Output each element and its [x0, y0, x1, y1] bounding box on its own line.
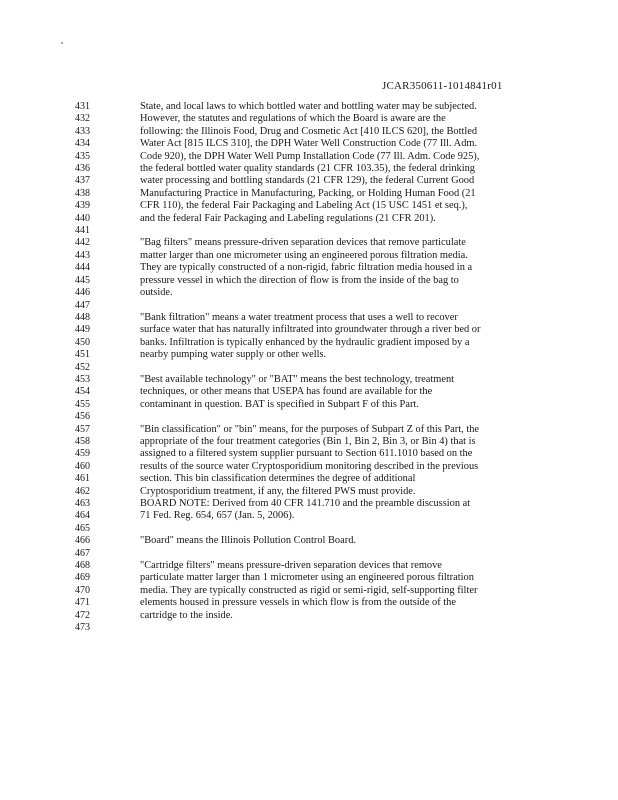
document-line	[0, 312, 618, 324]
line-number: 472	[75, 609, 90, 621]
line-number: 471	[75, 597, 90, 609]
line-number: 447	[75, 299, 90, 311]
line-number: 443	[75, 249, 90, 261]
line-text: banks. Infiltration is typically enhanced by the hydraulic gradient imposed by a	[140, 336, 470, 348]
line-text: particulate matter larger than 1 micrometer using an engineered porous filtration	[140, 572, 474, 584]
line-number: 435	[75, 150, 90, 162]
line-number: 467	[75, 547, 90, 559]
document-line	[0, 486, 618, 498]
document-line	[0, 498, 618, 510]
line-number: 438	[75, 187, 90, 199]
line-text: water processing and bottling standards (21 CFR 129), the federal Current Good	[140, 175, 475, 187]
document-line	[0, 200, 618, 212]
document-line	[0, 287, 618, 299]
line-text: nearby pumping water supply or other wells.	[140, 349, 327, 361]
line-text: media. They are typically constructed as rigid or semi-rigid, self-supporting filter	[140, 584, 478, 596]
line-text: Code 920), the DPH Water Well Pump Installation Code (77 Ill. Adm. Code 925),	[140, 150, 480, 162]
document-line	[0, 622, 618, 634]
document-line	[0, 101, 618, 113]
line-number: 434	[75, 138, 90, 150]
document-line	[0, 585, 618, 597]
line-text: "Bag filters" means pressure-driven separation devices that remove particulate	[140, 237, 466, 249]
document-line	[0, 510, 618, 522]
document-line	[0, 213, 618, 225]
document-line	[0, 424, 618, 436]
line-text: appropriate of the four treatment categories (Bin 1, Bin 2, Bin 3, or Bin 4) that is	[140, 435, 476, 447]
line-text: and the federal Fair Packaging and Labeling regulations (21 CFR 201).	[140, 212, 436, 224]
line-text: contaminant in question. BAT is specified in Subpart F of this Part.	[140, 398, 419, 410]
document-line	[0, 138, 618, 150]
document-line	[0, 262, 618, 274]
line-number: 458	[75, 435, 90, 447]
line-text: following: the Illinois Food, Drug and Cosmetic Act [410 ILCS 620], the Bottled	[140, 125, 478, 137]
document-line	[0, 548, 618, 560]
document-line	[0, 610, 618, 622]
line-number: 440	[75, 212, 90, 224]
line-text: techniques, or other means that USEPA has found are available for the	[140, 386, 433, 398]
line-number: 456	[75, 411, 90, 423]
line-number: 433	[75, 125, 90, 137]
document-line	[0, 250, 618, 262]
line-text: Water Act [815 ILCS 310], the DPH Water Well Construction Code (77 Ill. Adm.	[140, 138, 478, 150]
line-text: section. This bin classification determines the degree of additional	[140, 473, 416, 485]
document-line	[0, 126, 618, 138]
document-line	[0, 448, 618, 460]
line-text: Manufacturing Practice in Manufacturing, Packing, or Holding Human Food (21	[140, 187, 476, 199]
document-line	[0, 225, 618, 237]
line-text: Cryptosporidium treatment, if any, the filtered PWS must provide.	[140, 485, 416, 497]
line-text: "Cartridge filters" means pressure-driven separation devices that remove	[140, 560, 442, 572]
line-number: 464	[75, 510, 90, 522]
line-text: However, the statutes and regulations of which the Board is aware are the	[140, 113, 446, 125]
line-number: 470	[75, 584, 90, 596]
line-text: cartridge to the inside.	[140, 609, 233, 621]
line-number: 432	[75, 113, 90, 125]
line-number: 431	[75, 101, 90, 112]
line-number: 445	[75, 274, 90, 286]
document-body	[0, 101, 618, 634]
line-number: 451	[75, 349, 90, 361]
line-text: BOARD NOTE: Derived from 40 CFR 141.710 and the preamble discussion at	[140, 498, 471, 509]
document-line	[0, 349, 618, 361]
line-number: 460	[75, 460, 90, 472]
scan-speck	[61, 42, 63, 44]
line-number: 444	[75, 262, 90, 274]
line-text: "Board" means the Illinois Pollution Control Board.	[140, 535, 356, 547]
line-number: 436	[75, 163, 90, 175]
line-number: 446	[75, 287, 90, 299]
line-number: 441	[75, 225, 90, 237]
line-text: assigned to a filtered system supplier pursuant to Section 611.1010 based on the	[140, 448, 473, 460]
line-text: pressure vessel in which the direction of flow is from the inside of the bag to	[140, 274, 459, 286]
line-number: 461	[75, 473, 90, 485]
line-text: results of the source water Cryptosporidium monitoring described in the previous	[140, 460, 479, 472]
document-line	[0, 362, 618, 374]
document-line	[0, 275, 618, 287]
line-number: 452	[75, 361, 90, 373]
line-text: "Bin classification" or "bin" means, for the purposes of Subpart Z of this Part, the	[140, 423, 480, 435]
document-line	[0, 175, 618, 187]
document-line	[0, 399, 618, 411]
line-number: 448	[75, 311, 90, 323]
line-text: surface water that has naturally infiltrated into groundwater through a river bed or	[140, 324, 481, 336]
line-text: matter larger than one micrometer using an engineered porous filtration media.	[140, 249, 468, 261]
line-number: 455	[75, 398, 90, 410]
line-number: 437	[75, 175, 90, 187]
document-line	[0, 188, 618, 200]
document-line	[0, 572, 618, 584]
document-line	[0, 411, 618, 423]
line-text: the federal bottled water quality standards (21 CFR 103.35), the federal drinking	[140, 163, 476, 175]
document-line	[0, 237, 618, 249]
document-line	[0, 597, 618, 609]
document-line	[0, 523, 618, 535]
line-text: CFR 110), the federal Fair Packaging and Labeling Act (15 USC 1451 et seq.),	[140, 200, 468, 212]
line-number: 473	[75, 622, 90, 634]
line-number: 462	[75, 485, 90, 497]
document-line	[0, 436, 618, 448]
document-line	[0, 300, 618, 312]
line-number: 442	[75, 237, 90, 249]
line-text: State, and local laws to which bottled water and bottling water may be subjected.	[140, 101, 477, 112]
line-number: 449	[75, 324, 90, 336]
line-number: 450	[75, 336, 90, 348]
document-id-header: JCAR350611-1014841r01	[382, 80, 503, 92]
document-line	[0, 113, 618, 125]
line-number: 453	[75, 373, 90, 385]
line-number: 459	[75, 448, 90, 460]
document-line	[0, 473, 618, 485]
line-text: elements housed in pressure vessels in which flow is from the outside of the	[140, 597, 456, 609]
line-number: 466	[75, 535, 90, 547]
line-number: 469	[75, 572, 90, 584]
document-line	[0, 374, 618, 386]
line-number: 454	[75, 386, 90, 398]
document-line	[0, 461, 618, 473]
document-line	[0, 535, 618, 547]
document-line	[0, 560, 618, 572]
document-line	[0, 324, 618, 336]
document-line	[0, 386, 618, 398]
document-line	[0, 163, 618, 175]
line-text: They are typically constructed of a non-rigid, fabric filtration media housed in a	[140, 262, 473, 274]
line-text: "Bank filtration" means a water treatment process that uses a well to recover	[140, 311, 458, 323]
line-text: outside.	[140, 287, 173, 299]
line-number: 463	[75, 498, 90, 509]
line-number: 457	[75, 423, 90, 435]
line-number: 468	[75, 560, 90, 572]
document-line	[0, 337, 618, 349]
line-number: 439	[75, 200, 90, 212]
document-line	[0, 151, 618, 163]
line-number: 465	[75, 522, 90, 534]
line-text: 71 Fed. Reg. 654, 657 (Jan. 5, 2006).	[140, 510, 295, 522]
line-text: "Best available technology" or "BAT" means the best technology, treatment	[140, 373, 455, 385]
